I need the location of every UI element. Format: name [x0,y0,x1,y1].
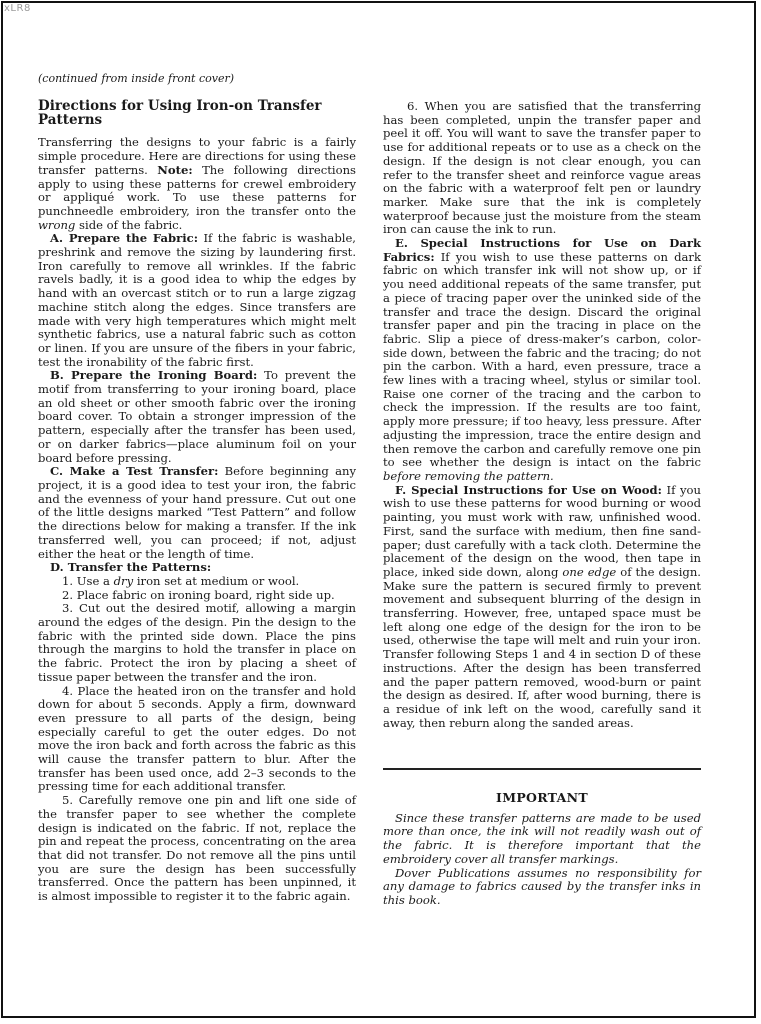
section-e-emphasis: before removing the pattern. [383,468,554,483]
section-e [383,237,701,484]
section-a-label: A. Prepare the Fabric: [50,231,198,246]
left-column [38,100,356,904]
important-para-2: Dover Publications assumes no responsibility for any damage to fabrics caused by the transfer inks in this book. [383,865,701,907]
section-a-text: If the fabric is washable, preshrink and remove the sizing by laundering first. Iron carefully to remove all wrinkles. If the fabric ravels badly, it is a good idea to whip the edges by hand with an overcast stitch or to run a large zigzag machine stitch along the edges. Since transfers are made with very high temperatures which might melt synthetic fabrics, use a natural fabric such as cotton or linen. If you are unsure of the fibers in your fabric, test the ironability of the fabric first. [38,231,356,369]
step-1-emphasis: dry [113,573,134,588]
section-c-text: Before beginning any project, it is a good idea to test your iron, the fabric and the evenness of your hand pressure. Cut out one of the little designs marked “Test Pattern” and follow the directions below for making a transfer. If the ink transferred well, you can proceed; if not, adjust either the heat or the length of time. [38,464,357,561]
step-1 [38,575,356,589]
step-2: 2. Place fabric on ironing board, right side up. [62,587,335,602]
section-e-text: If you wish to use these patterns on dark fabric on which transfer ink will not show up, or if you need additional repeats of the same transfer, put a piece of tracing paper over the uninked side of the transfer and trace the design. Discard the original transfer paper and pin the tracing in place on the fabric. Slip a piece of dress-maker’s carbon, color-side down, between the fabric and the tracing; do not pin the carbon. With a hard, even pressure, trace a few lines with a tracing wheel, stylus or similar tool. Raise one corner of the tracing and the carbon to check the impression. If the results are too faint, apply more pressure; if too heavy, less pressure. After adjusting the impression, trace the entire design and then remove the carbon and carefully remove one pin to see whether the design is intact on the fabric [383,249,701,470]
intro-emphasis: wrong [38,217,76,232]
section-b-text: To prevent the motif from transferring to your ironing board, place an old sheet or other smooth fabric over the ironing board cover. To obtain a stronger impression of the pattern, especially after the transfer has been used, or on darker fabrics—place aluminum foil on your board before pressing. [38,368,356,465]
right-column [383,100,701,730]
note-label: Note: [157,162,193,177]
intro-text-1: Transferring the designs to your fabric is a fairly simple procedure. Here are directions for using these transfer patterns. [38,135,356,177]
section-e-label: E. Special Instructions for Use on Dark Fabrics: [383,236,701,264]
step-6: 6. When you are satisfied that the transferring has been completed, unpin the transfer paper and peel it off. You will want to save the transfer paper to use for additional repeats or to use as a check on the design. If the design is not clear enough, you can refer to the transfer sheet and reinforce vague areas on the fabric with a waterproof felt pen or laundry marker. Make sure that the ink is completely waterproof because just the moisture from the steam iron can cause the ink to run. [383,99,701,237]
section-f-text-1: If you wish to use these patterns for wood burning or wood painting, you must work with raw, unfinished wood. First, sand the surface with medium, then fine sand-paper; dust carefully with a tack cloth. Determine the placement of the design on the wood, then tape in place, inked side down, along [383,482,701,579]
section-f-text-2: of the design. Make sure the pattern is secured firmly to prevent movement and subsequent blurring of the design in transferring. However, free, untaped space must be left along one edge of the design for the iron to be used, otherwise the tape will melt and ruin your iron. Transfer following Steps 1 and 4 in section D of these instructions. After the design has been transferred and the paper pattern removed, wood-burn or paint the design as desired. If, after wood burning, there is a residue of ink left on the wood, carefully sand it away, then reburn along the sanded areas. [383,564,701,730]
step-4: 4. Place the heated iron on the transfer and hold down for about 5 seconds. Apply a firm, downward even pressure to all parts of the design, being especially careful to get the outer edges. Do not move the iron back and forth across the fabric as this will cause the transfer pattern to blur. After the transfer has been used once, add 2–3 seconds to the pressing time for each additional transfer. [38,683,356,794]
section-d-label: D. Transfer the Patterns: [50,560,212,575]
step-1-text-b: iron set at medium or wool. [136,573,300,588]
section-f-emphasis: one edge [562,564,617,579]
intro-text-2: The following directions apply to using these patterns for crewel embroidery or appliqué work. To use these patterns for punchneedle embroidery, iron the transfer onto the [38,162,356,218]
step-3: 3. Cut out the desired motif, allowing a margin around the edges of the design. Pin the design to the fabric with the printed side down. Place the pins through the margins to hold the transfer in place on the fabric. Protect the iron by placing a sheet of tissue paper between the transfer and the iron. [38,601,356,684]
section-d-heading [38,561,356,575]
continued-note: (continued from inside front cover) [38,72,235,85]
page-heading: Directions for Using Iron-on Transfer Patterns [38,98,322,128]
important-para-1: Since these transfer patterns are made to be used more than once, the ink will not readily wash out of the fabric. It is therefore important that the embroidery cover all transfer markings. [383,810,701,866]
step-1-text-a: 1. Use a [62,573,110,588]
section-f [383,484,701,731]
intro-paragraph [38,136,356,232]
section-b-label: B. Prepare the Ironing Board: [50,368,258,383]
section-b [38,369,356,465]
step-5: 5. Carefully remove one pin and lift one side of the transfer paper to see whether the complete design is indicated on the fabric. If not, replace the pin and repeat the process, concentrating on the area that did not transfer. Do not remove all the pins until you are sure the design has been successfully transferred. Once the pattern has been unpinned, it is almost impossible to register it to the fabric again. [38,793,356,904]
section-f-label: F. Special Instructions for Use on Wood: [395,482,662,497]
important-title: IMPORTANT [496,790,588,805]
section-divider [383,768,701,770]
section-a [38,232,356,369]
section-c-label: C. Make a Test Transfer: [50,464,219,479]
section-c [38,465,356,561]
corner-mark: xLR8 [4,3,31,14]
intro-text-3: side of the fabric. [79,217,183,232]
important-notice [383,791,701,908]
